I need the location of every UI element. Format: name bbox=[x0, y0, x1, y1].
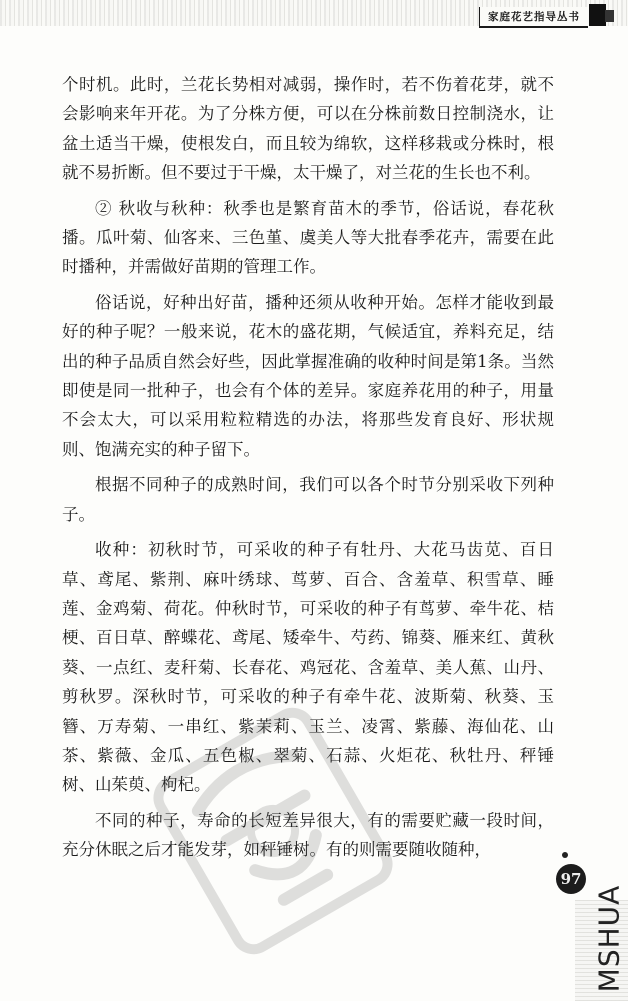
page-number-dot bbox=[562, 852, 568, 858]
library-seal-watermark bbox=[148, 706, 398, 956]
side-watermark-text bbox=[593, 876, 625, 1001]
paragraph: 收种：初秋时节，可采收的种子有牡丹、大花马齿苋、百日草、鸢尾、紫荆、麻叶绣球、茑萝、百合、含羞草、积雪草、睡莲、金鸡菊、荷花。仲秋时节，可采收的种子有茑萝、牵牛花、桔梗、百日草、醉蝶花、鸢尾、矮牵牛、芍药、锦葵、雁来红、黄秋葵、一点红、麦秆菊、长春花、鸡冠花、含羞草、美人蕉、山丹、剪秋罗。深秋时节，可采收的种子有牵牛花、波斯菊、秋葵、玉簪、万寿菊、一串红、紫茉莉、玉兰、凌霄、紫藤、海仙花、山茶、紫薇、金瓜、五色椒、翠菊、石蒜、火炬花、秋牡丹、秤锤树、山茱萸、枸杞。 bbox=[62, 540, 554, 795]
side-watermark-label: MSHUA bbox=[592, 884, 626, 993]
running-header bbox=[479, 6, 588, 28]
paragraph: 俗话说，好种出好苗，播种还须从收种开始。怎样才能收到最好的种子呢？一般来说，花木的盛花期，气候适宜，养料充足，结出的种子品质自然会好些，因此掌握准确的收种时间是第1条。当然即使是同一批种子，也会有个体的差异。家庭养花用的种子，用量不会太大，可以采用粒粒精选的办法，将那些发育良好、形状规则、饱满充实的种子留下。 bbox=[62, 292, 554, 459]
header-tab-marker bbox=[589, 4, 606, 26]
paragraph: ② 秋收与秋种：秋季也是繁育苗木的季节，俗话说，春花秋播。瓜叶菊、仙客来、三色堇、虞美人等大批春季花卉，需要在此时播种，并需做好苗期的管理工作。 bbox=[62, 198, 554, 277]
series-title: 家庭花艺指导丛书 bbox=[479, 7, 588, 28]
paragraph: 根据不同种子的成熟时间，我们可以各个时节分别采收下列种子。 bbox=[62, 475, 554, 524]
paragraph: 个时机。此时，兰花长势相对减弱，操作时，若不伤着花芽，就不会影响来年开花。为了分株方便，可以在分株前数日控制浇水，让盆土适当干燥，使根发白，而且较为绵软，这样移栽或分株时，根就不易折断。但不要过于干燥，太干燥了，对兰花的生长也不利。 bbox=[62, 75, 554, 183]
header-tab-marker-small bbox=[605, 10, 614, 22]
paragraph: 不同的种子，寿命的长短差异很大，有的需要贮藏一段时间，充分休眠之后才能发芽，如秤锤树。有的则需要随收随种， bbox=[62, 810, 554, 860]
page-number: 97 bbox=[556, 864, 586, 894]
